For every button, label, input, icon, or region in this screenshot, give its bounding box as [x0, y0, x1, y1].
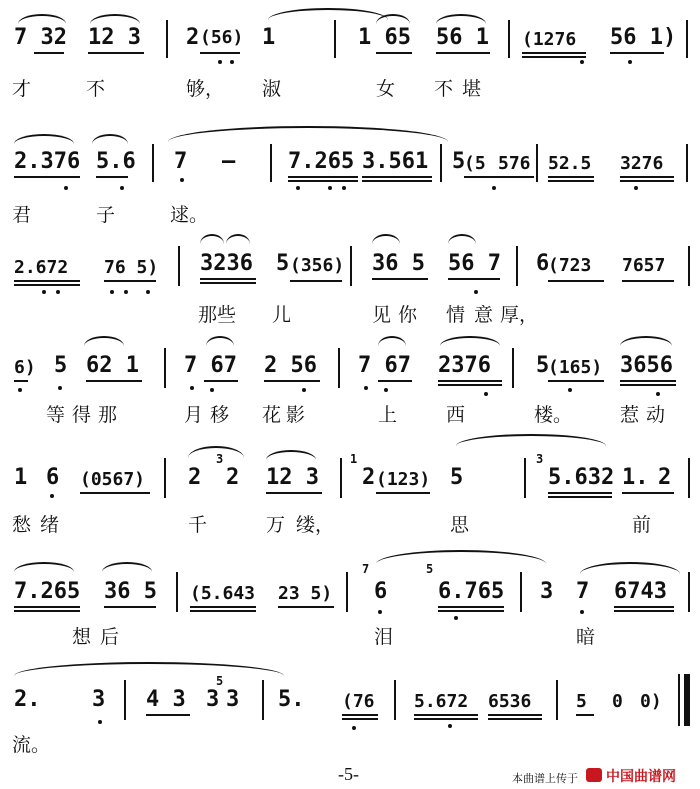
underline: [288, 176, 358, 178]
octave-dot: [492, 186, 496, 190]
slur: [90, 14, 140, 24]
octave-dot: [18, 388, 22, 392]
underline: [438, 610, 504, 612]
lyric: 月: [184, 404, 204, 426]
system-7: [0, 648, 700, 756]
dash: –: [222, 149, 236, 174]
note-group: (356): [290, 255, 345, 276]
slur: [14, 134, 74, 144]
octave-dot: [218, 60, 222, 64]
lyric: 女: [376, 78, 396, 100]
barline: [556, 680, 558, 720]
octave-dot: [180, 178, 184, 182]
upload-note: 本曲谱上传于: [512, 773, 578, 785]
note-group: (1276: [522, 29, 577, 50]
octave-dot: [230, 60, 234, 64]
octave-dot: [568, 388, 572, 392]
lyric: 你: [398, 304, 418, 326]
underline: [614, 610, 674, 612]
underline: [614, 606, 674, 608]
barline: [536, 144, 538, 182]
underline: [414, 714, 478, 716]
note: 7: [576, 579, 590, 604]
underline: [14, 284, 80, 286]
lyric: 儿: [272, 304, 292, 326]
note: 1: [14, 465, 28, 490]
note-group: 5.6: [96, 149, 136, 174]
note-group: 1.: [622, 465, 649, 490]
underline: [200, 282, 256, 284]
note: 3: [206, 687, 220, 712]
barline: [686, 20, 688, 58]
page-number: -5-: [338, 764, 359, 784]
underline: [448, 278, 500, 280]
barline: [440, 144, 442, 182]
slur: [580, 562, 680, 574]
underline: [522, 52, 586, 54]
note-group: 5.632: [548, 465, 615, 490]
slur: [168, 126, 448, 142]
lyric: 后: [100, 626, 120, 648]
slur: [18, 14, 66, 24]
grace-note: 5: [426, 562, 434, 576]
underline: [88, 52, 144, 54]
final-barline: [684, 674, 690, 726]
note-group: 1 65: [358, 25, 411, 50]
underline: [620, 380, 676, 382]
site-logo-icon: [586, 768, 602, 782]
note-group: 576: [498, 153, 531, 174]
note-group: 7657: [622, 255, 666, 276]
underline: [266, 492, 322, 494]
rest-close: 0): [640, 691, 662, 712]
underline: [548, 176, 594, 178]
note-group: 7 67: [358, 353, 411, 378]
underline: [376, 492, 430, 494]
underline: [200, 52, 240, 54]
barline: [520, 572, 522, 612]
lyric: 不: [434, 78, 454, 100]
underline: [342, 714, 378, 716]
system-4: [0, 328, 700, 428]
octave-dot: [58, 386, 62, 390]
slur: [14, 562, 74, 572]
underline: [376, 52, 412, 54]
underline: [548, 180, 594, 182]
note-group: 4 3: [146, 687, 186, 712]
lyric: 动: [646, 404, 666, 426]
lyric: 影: [286, 404, 306, 426]
note-group: (123): [376, 469, 431, 490]
barline: [678, 674, 680, 726]
lyric: 愁: [12, 514, 32, 536]
note: 3: [92, 687, 106, 712]
slur: [14, 662, 284, 676]
slur: [376, 14, 410, 24]
note: 6: [374, 579, 388, 604]
octave-dot: [448, 724, 452, 728]
octave-dot: [580, 60, 584, 64]
octave-dot: [120, 186, 124, 190]
lyric: 堪: [462, 78, 482, 100]
note: 3: [226, 687, 240, 712]
underline: [190, 606, 256, 608]
note-group: 12 3: [266, 465, 319, 490]
octave-dot: [124, 290, 128, 294]
lyric: 意: [474, 304, 494, 326]
barline: [516, 246, 518, 286]
lyric: 子: [96, 204, 116, 226]
note-group: 3.561: [362, 149, 429, 174]
slur: [92, 134, 128, 144]
slur: [268, 8, 388, 20]
note-group: (5.643: [190, 583, 256, 604]
slur: [620, 336, 672, 346]
note-group: 2 56: [264, 353, 317, 378]
underline: [378, 380, 412, 382]
note: 2: [226, 465, 240, 490]
underline: [362, 180, 432, 182]
underline: [522, 56, 586, 58]
system-6: [0, 540, 700, 648]
barline: [688, 246, 690, 286]
note-group: 6): [14, 357, 36, 378]
note-group: 62 1: [86, 353, 139, 378]
grace-note: 3: [216, 452, 224, 466]
underline: [34, 52, 64, 54]
note-group: 56 7: [448, 251, 501, 276]
note: 6: [46, 465, 60, 490]
lyric: 惹: [620, 404, 640, 426]
lyric: 逑。: [170, 204, 209, 226]
note: 2: [188, 465, 202, 490]
note: 5.: [278, 687, 305, 712]
lyric: 缕，: [296, 514, 335, 536]
underline: [14, 280, 80, 282]
lyric: 得: [72, 404, 92, 426]
underline: [620, 384, 676, 386]
octave-dot: [364, 386, 368, 390]
note: 7: [174, 149, 188, 174]
lyric: 君: [12, 204, 32, 226]
underline: [278, 606, 334, 608]
note-group: 3276: [620, 153, 664, 174]
underline: [620, 180, 674, 182]
octave-dot: [98, 720, 102, 724]
note-group: (723: [548, 255, 592, 276]
slur: [84, 336, 124, 346]
note-group: 7 67: [184, 353, 237, 378]
lyric: 才: [12, 78, 32, 100]
slur: [372, 234, 400, 244]
note: 5: [452, 149, 466, 174]
slur: [448, 234, 476, 244]
barline: [262, 680, 264, 720]
underline: [438, 380, 502, 382]
octave-dot: [50, 494, 54, 498]
barline: [686, 144, 688, 182]
barline: [394, 680, 396, 720]
octave-dot: [352, 726, 356, 730]
slur: [456, 434, 606, 446]
note-group: 56 1): [610, 25, 677, 50]
underline: [290, 280, 342, 282]
underline: [622, 492, 674, 494]
octave-dot: [328, 186, 332, 190]
underline: [610, 52, 664, 54]
underline: [342, 718, 378, 720]
barline: [688, 572, 690, 612]
barline: [124, 680, 126, 720]
note-group: 52.5: [548, 153, 592, 174]
underline: [190, 610, 256, 612]
system-3: [0, 228, 700, 328]
underline: [576, 714, 594, 716]
note-group: 7 32: [14, 25, 67, 50]
underline: [204, 380, 238, 382]
lyric: 想: [72, 626, 92, 648]
note: 5: [536, 353, 550, 378]
lyric: 淑: [262, 78, 282, 100]
lyric: 那: [98, 404, 118, 426]
barline: [338, 348, 340, 388]
underline: [96, 176, 128, 178]
underline: [14, 610, 80, 612]
note-group: 76 5): [104, 257, 159, 278]
lyric: 前: [632, 514, 652, 536]
octave-dot: [484, 392, 488, 396]
lyric: 思: [450, 514, 470, 536]
lyric: 万: [266, 514, 286, 536]
barline: [508, 20, 510, 58]
underline: [548, 280, 604, 282]
grace-note: 5: [216, 674, 224, 688]
note-group: 6.765: [438, 579, 505, 604]
note-group: 2.672: [14, 257, 69, 278]
slur: [440, 336, 500, 346]
underline: [548, 492, 612, 494]
underline: [200, 278, 256, 280]
underline: [264, 380, 320, 382]
slur: [206, 336, 234, 346]
octave-dot: [634, 186, 638, 190]
octave-dot: [190, 386, 194, 390]
slur: [266, 450, 316, 460]
lyric: 绪: [40, 514, 60, 536]
lyric: 楼。: [534, 404, 573, 426]
slur: [226, 234, 250, 244]
note-group: 5.672: [414, 691, 469, 712]
lyric: 不: [86, 78, 106, 100]
barline: [688, 458, 690, 498]
barline: [176, 572, 178, 612]
underline: [548, 496, 612, 498]
underline: [288, 180, 358, 182]
barline: [164, 458, 166, 498]
note: 2: [658, 465, 672, 490]
note: 2.: [14, 687, 41, 712]
underline: [146, 714, 190, 716]
note-group: 6536: [488, 691, 532, 712]
note-group: (76: [342, 691, 375, 712]
barline: [334, 20, 336, 58]
octave-dot: [56, 290, 60, 294]
octave-dot: [342, 186, 346, 190]
note-group: 36 5: [372, 251, 425, 276]
system-1: [0, 0, 700, 100]
grace-note: 7: [362, 562, 370, 576]
note-group: 3236: [200, 251, 253, 276]
underline: [14, 176, 80, 178]
note: 6: [536, 251, 550, 276]
barline: [346, 572, 348, 612]
underline: [104, 606, 156, 608]
octave-dot: [146, 290, 150, 294]
octave-dot: [656, 392, 660, 396]
note-group: (0567): [80, 469, 146, 490]
note-group: 12 3: [88, 25, 141, 50]
note: 5: [450, 465, 464, 490]
site-name: 中国曲谱网: [606, 768, 676, 784]
note-group: 2.376: [14, 149, 81, 174]
barline: [350, 246, 352, 286]
note-group: 36 5: [104, 579, 157, 604]
octave-dot: [42, 290, 46, 294]
lyric: 流。: [12, 734, 51, 756]
lyric: 情: [446, 304, 466, 326]
barline: [152, 144, 154, 182]
barline: [178, 246, 180, 286]
system-5: [0, 432, 700, 536]
grace-note: 1: [350, 452, 358, 466]
note-group: (5: [464, 153, 486, 174]
slur: [378, 336, 406, 346]
underline: [14, 380, 28, 382]
slur: [436, 14, 486, 24]
underline: [372, 278, 428, 280]
underline: [438, 606, 504, 608]
system-2: [0, 120, 700, 226]
lyric: 见: [372, 304, 392, 326]
rest: 0: [612, 691, 623, 712]
lyric: 泪: [374, 626, 394, 648]
barline: [270, 144, 272, 182]
note-group: (165): [548, 357, 603, 378]
barline: [524, 458, 526, 498]
underline: [436, 52, 490, 54]
note-group: 56 1: [436, 25, 489, 50]
lyric: 够，: [186, 78, 225, 100]
underline: [488, 714, 542, 716]
octave-dot: [302, 388, 306, 392]
barline: [164, 348, 166, 388]
note: 5: [276, 251, 290, 276]
slur: [376, 550, 546, 564]
underline: [414, 718, 478, 720]
note: 1: [262, 25, 276, 50]
note-group: 3656: [620, 353, 673, 378]
lyric: 那些: [198, 304, 237, 326]
underline: [622, 280, 674, 282]
note-group: 2376: [438, 353, 491, 378]
lyric: 西: [446, 404, 466, 426]
barline: [340, 458, 342, 498]
octave-dot: [210, 388, 214, 392]
octave-dot: [454, 616, 458, 620]
slur: [200, 234, 224, 244]
underline: [488, 718, 542, 720]
octave-dot: [628, 60, 632, 64]
octave-dot: [580, 610, 584, 614]
note: 2: [362, 465, 376, 490]
note-group: (56): [200, 27, 244, 48]
underline: [14, 606, 80, 608]
underline: [438, 384, 502, 386]
slur: [102, 562, 152, 572]
underline: [362, 176, 432, 178]
lyric: 千: [188, 514, 208, 536]
barline: [166, 20, 168, 58]
octave-dot: [474, 290, 478, 294]
grace-note: 3: [536, 452, 544, 466]
note: 3: [540, 579, 554, 604]
underline: [620, 176, 674, 178]
note-group: 7.265: [288, 149, 355, 174]
note-group: 7.265: [14, 579, 81, 604]
underline: [86, 380, 142, 382]
lyric: 花: [262, 404, 282, 426]
underline: [548, 380, 604, 382]
lyric: 厚，: [500, 304, 539, 326]
octave-dot: [64, 186, 68, 190]
lyric: 暗: [576, 626, 596, 648]
note: 5: [54, 353, 68, 378]
lyric: 上: [378, 404, 398, 426]
underline: [464, 176, 534, 178]
underline: [80, 492, 150, 494]
lyric: 移: [210, 404, 230, 426]
octave-dot: [110, 290, 114, 294]
barline: [512, 348, 514, 388]
octave-dot: [378, 610, 382, 614]
lyric: 等: [46, 404, 66, 426]
note-group: 23 5): [278, 583, 333, 604]
note: 5: [576, 691, 587, 712]
note-group: 6743: [614, 579, 667, 604]
underline: [104, 280, 156, 282]
octave-dot: [384, 388, 388, 392]
note: 2: [186, 25, 200, 50]
octave-dot: [296, 186, 300, 190]
